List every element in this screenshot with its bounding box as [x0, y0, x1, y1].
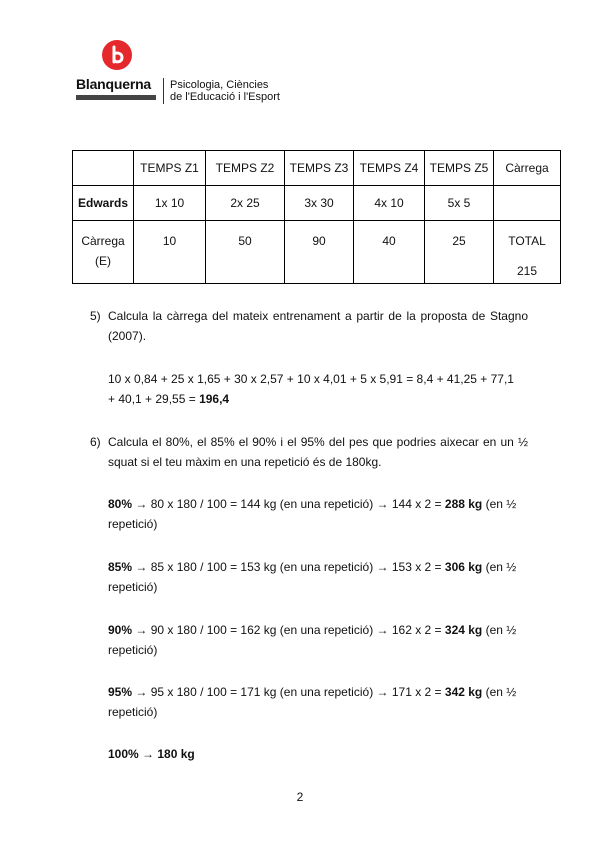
- table-cell: 1x 10: [134, 186, 206, 221]
- brand-divider: [163, 78, 164, 104]
- brand-name: Blanquerna: [76, 76, 152, 92]
- page-number: 2: [296, 790, 304, 804]
- row-label-carrega-line-2: (E): [95, 254, 111, 268]
- table-header-cell: TEMPS Z1: [134, 151, 206, 186]
- answer-result: 288 kg: [444, 497, 483, 511]
- answer-calc: → 95 x 180 / 100 = 171 kg (en una repetició) → 171 x 2 =: [132, 685, 445, 699]
- answer-final: 100% → 180 kg: [108, 747, 195, 761]
- answer-suffix: (en ½: [482, 623, 517, 637]
- table-header-cell: TEMPS Z3: [285, 151, 354, 186]
- q6-answer-95: [108, 682, 528, 722]
- faculty-line-1: Psicologia, Ciències: [170, 79, 269, 91]
- total-value: 215: [516, 264, 538, 278]
- table-cell: 40: [354, 221, 425, 284]
- total-cell: [494, 221, 561, 284]
- answer-calc: → 90 x 180 / 100 = 162 kg (en una repetició) → 162 x 2 =: [132, 623, 445, 637]
- table-header-cell: TEMPS Z5: [425, 151, 494, 186]
- table-cell: 90: [285, 221, 354, 284]
- answer-calc: → 85 x 180 / 100 = 153 kg (en una repetició) → 153 x 2 =: [132, 560, 445, 574]
- table-header-row: [73, 151, 561, 186]
- load-table: [72, 150, 561, 284]
- table-row: [73, 221, 561, 284]
- table-cell: 4x 10: [354, 186, 425, 221]
- table-row: [73, 186, 561, 221]
- table-cell: [494, 186, 561, 221]
- table-header-cell: TEMPS Z2: [206, 151, 285, 186]
- question-number: 5): [90, 309, 101, 323]
- table-cell: 3x 30: [285, 186, 354, 221]
- answer-pct: 90%: [108, 623, 133, 637]
- row-label-carrega-line-1: Càrrega: [81, 234, 125, 248]
- table-cell: 50: [206, 221, 285, 284]
- question-text: Calcula el 80%, el 85% el 90% i el 95% del pes que podries aixecar en un ½ squat si el teu màxim en una repetició és de 180kg.: [108, 435, 528, 469]
- table-cell: 2x 25: [206, 186, 285, 221]
- answer-suffix: (en ½: [482, 685, 517, 699]
- answer-pct: 85%: [108, 560, 133, 574]
- answer-result: 342 kg: [444, 685, 483, 699]
- q5-calc-result: 196,4: [199, 392, 230, 406]
- table-cell: 25: [425, 221, 494, 284]
- table-header-cell: Càrrega: [494, 151, 561, 186]
- answer-line-2: repetició): [108, 643, 158, 657]
- question-text: Calcula la càrrega del mateix entrenament a partir de la proposta de Stagno (2007).: [108, 309, 528, 343]
- answer-line-2: repetició): [108, 705, 158, 719]
- faculty-line-2: de l'Educació i l'Esport: [170, 91, 280, 103]
- answer-pct: 80%: [108, 497, 133, 511]
- table-header-cell: TEMPS Z4: [354, 151, 425, 186]
- q6-answer-80: [108, 494, 528, 534]
- table-cell: 10: [134, 221, 206, 284]
- answer-suffix: (en ½: [482, 560, 517, 574]
- q5-calc-line-2: [108, 389, 528, 409]
- row-label-edwards: Edwards: [73, 186, 134, 221]
- brand-bar: [76, 95, 156, 100]
- q6-answer-85: [108, 557, 528, 597]
- answer-result: 324 kg: [444, 623, 483, 637]
- q6-answer-100: [108, 744, 528, 764]
- table-header-cell: [73, 151, 134, 186]
- faculty-name: [170, 79, 280, 103]
- answer-pct: 95%: [108, 685, 133, 699]
- answer-line-2: repetició): [108, 517, 158, 531]
- answer-calc: → 80 x 180 / 100 = 144 kg (en una repetició) → 144 x 2 =: [132, 497, 445, 511]
- answer-result: 306 kg: [444, 560, 483, 574]
- answer-line-2: repetició): [108, 580, 158, 594]
- q5-calc-prefix: + 40,1 + 29,55 =: [108, 392, 200, 406]
- question-number: 6): [90, 435, 101, 449]
- answer-suffix: (en ½: [482, 497, 517, 511]
- table-cell: 5x 5: [425, 186, 494, 221]
- question-5: [90, 306, 528, 346]
- row-label-carrega: [73, 221, 134, 284]
- total-label: TOTAL: [508, 234, 546, 248]
- question-6: [90, 432, 528, 472]
- q5-calc-line-1: 10 x 0,84 + 25 x 1,65 + 30 x 2,57 + 10 x 4,01 + 5 x 5,91 = 8,4 + 41,25 + 77,1: [108, 372, 514, 386]
- q6-answer-90: [108, 620, 528, 660]
- blanquerna-logo-icon: [102, 40, 132, 70]
